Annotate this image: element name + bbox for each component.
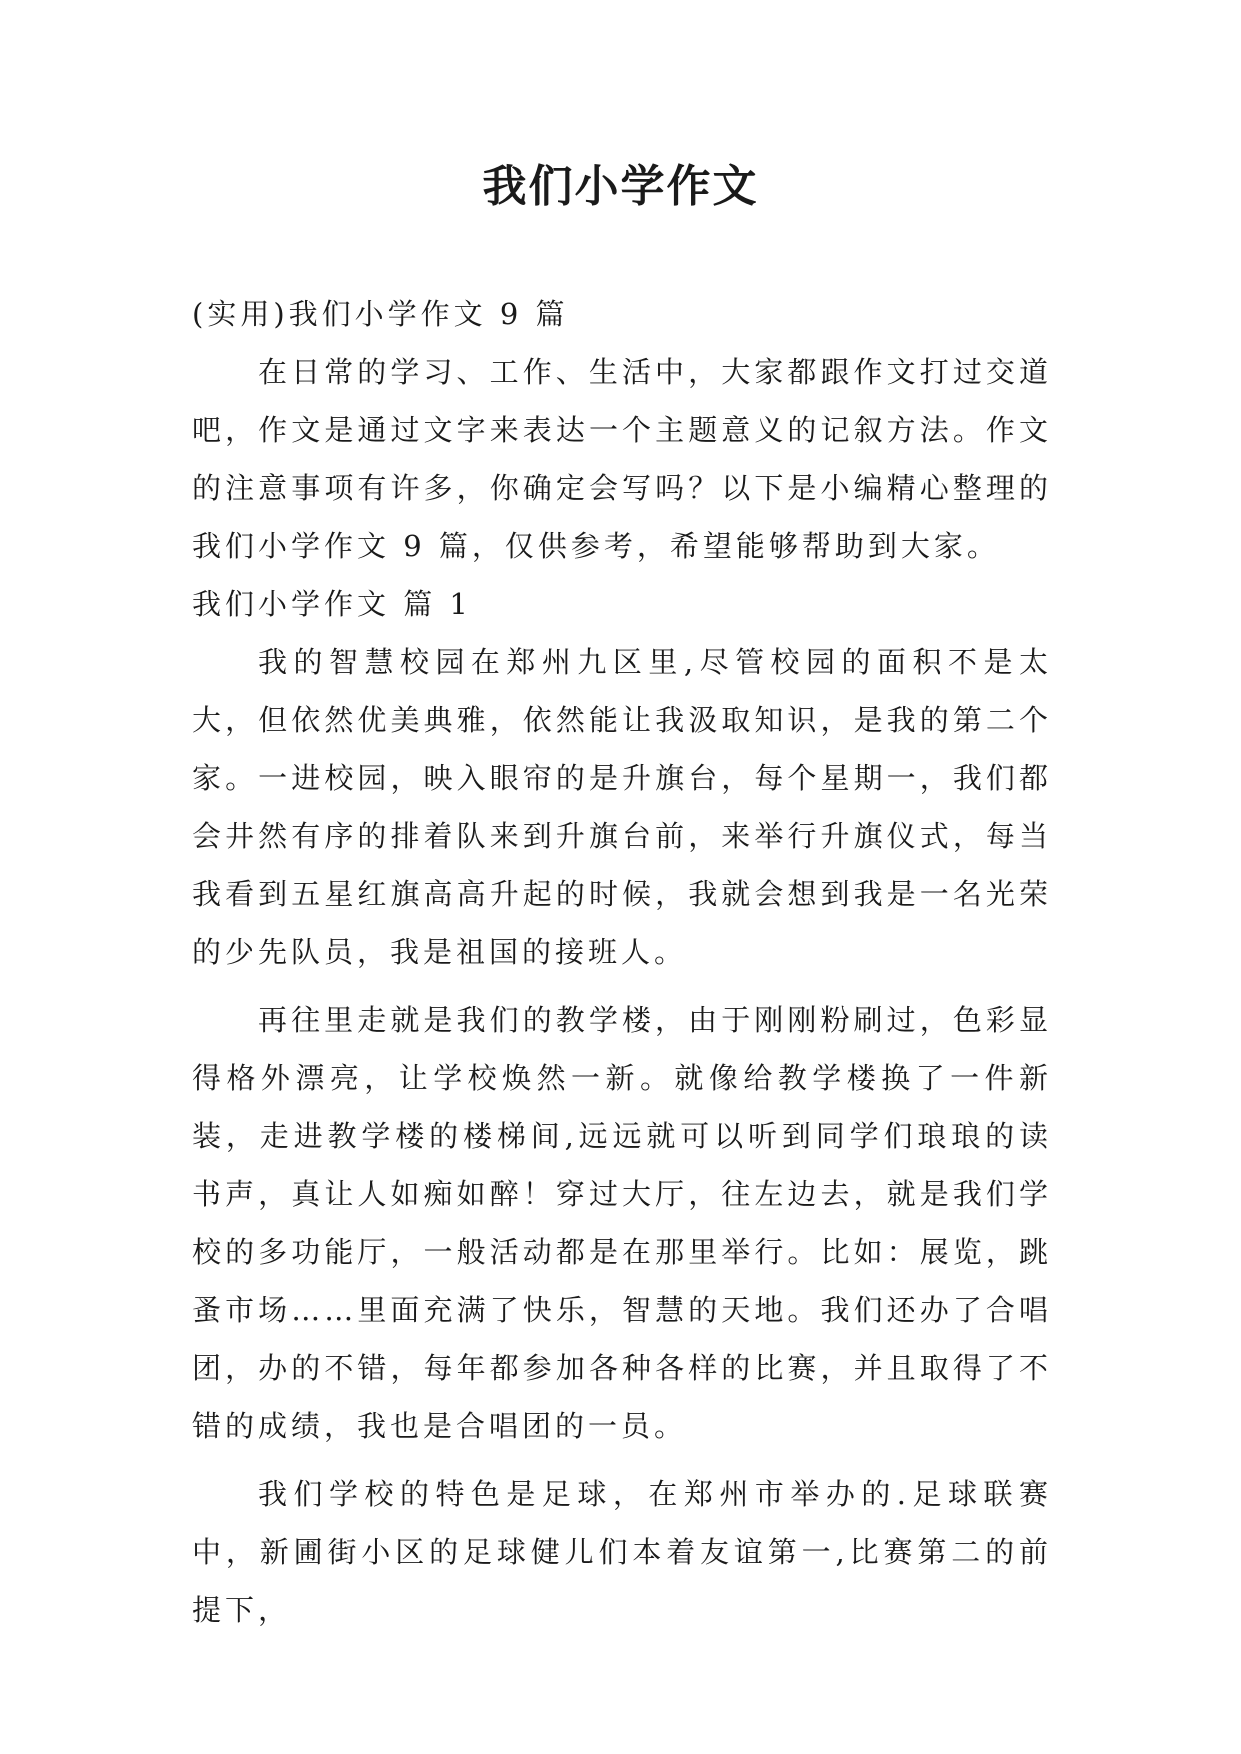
document-title: 我们小学作文 xyxy=(482,161,759,212)
body-paragraph: 再往里走就是我们的教学楼，由于刚刚粉刷过，色彩显得格外漂亮，让学校焕然一新。就像给教学楼换了一件新装，走进教学楼的楼梯间,远远就可以听到同学们琅琅的读书声，真让人如痴如醉！穿过大厅，往左边去，就是我们学校的多功能厅，一般活动都是在那里举行。比如：展览，跳蚤市场……里面充满了快乐，智慧的天地。我们还办了合唱团，办的不错，每年都参加各种各样的比赛，并且取得了不错的成绩，我也是合唱团的一员。 xyxy=(192,1003,1052,1443)
document-body xyxy=(192,285,1052,1639)
intro-paragraph: 在日常的学习、工作、生活中，大家都跟作文打过交道吧，作文是通过文字来表达一个主题意义的记叙方法。作文的注意事项有许多，你确定会写吗？以下是小编精心整理的我们小学作文 9 篇，仅供参考，希望能够帮助到大家。 xyxy=(192,355,1052,563)
body-paragraph: 我的智慧校园在郑州九区里,尽管校园的面积不是太大，但依然优美典雅，依然能让我汲取知识，是我的第二个家。一进校园，映入眼帘的是升旗台，每个星期一，我们都会井然有序的排着队来到升旗台前，来举行升旗仪式，每当我看到五星红旗高高升起的时候，我就会想到我是一名光荣的少先队员，我是祖国的接班人。 xyxy=(192,645,1052,969)
section-heading: 我们小学作文 篇 1 xyxy=(192,587,472,621)
document-subtitle: (实用)我们小学作文 9 篇 xyxy=(192,297,569,331)
body-paragraph: 我们学校的特色是足球，在郑州市举办的.足球联赛中，新圃街小区的足球健儿们本着友谊第一,比赛第二的前提下， xyxy=(192,1477,1052,1627)
